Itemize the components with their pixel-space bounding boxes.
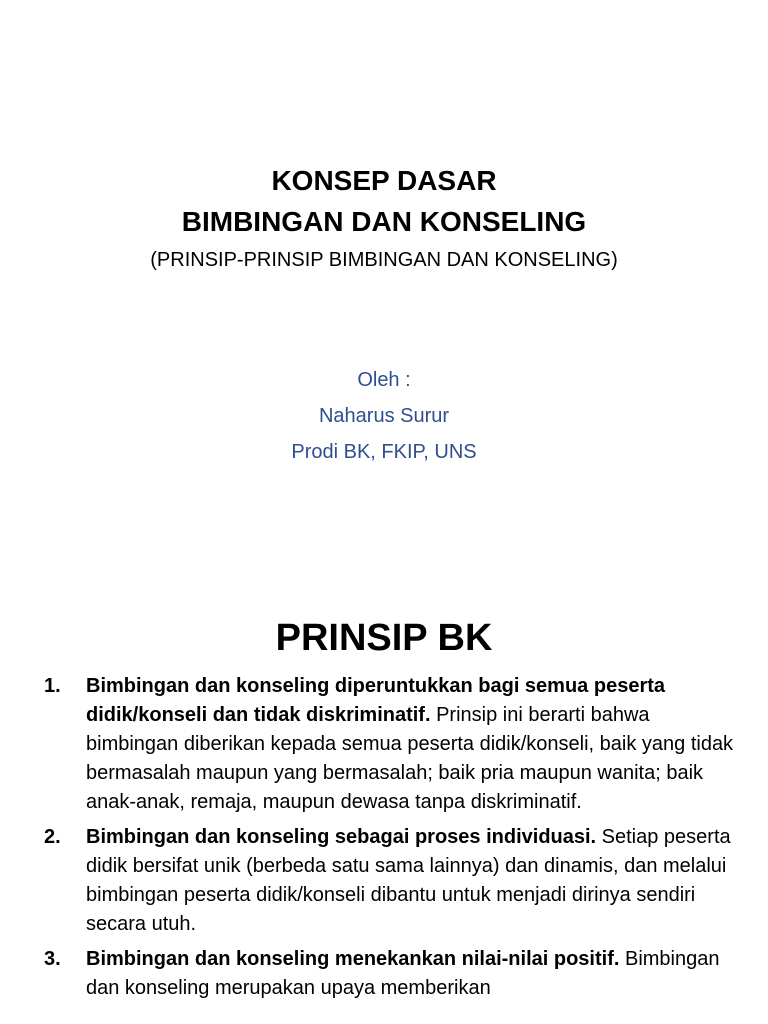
slide-title: PRINSIP BK <box>275 617 493 659</box>
principle-item-1 <box>44 672 734 817</box>
principle-number: 1. <box>44 675 61 697</box>
principle-number: 2. <box>44 826 61 848</box>
principle-description: Setiap peserta didik bersifat unik (berbeda satu sama lainnya) dan dinamis, dan melalui bimbingan peserta didik/konseli dibantu untuk menjadi dirinya sendiri secara utuh. <box>86 826 731 935</box>
principle-heading: Bimbingan dan konseling diperuntukkan bagi semua peserta didik/konseli dan tidak diskriminatif. <box>86 675 666 726</box>
principles-list <box>44 672 734 1009</box>
principle-text <box>86 672 734 817</box>
principle-number: 3. <box>44 948 61 970</box>
title-line-2: BIMBINGAN DAN KONSELING <box>181 206 587 237</box>
principle-description: Prinsip ini berarti bahwa bimbingan diberikan kepada semua peserta didik/konseli, baik yang tidak bermasalah maupun yang bermasalah; baik pria maupun wanita; baik anak-anak, remaja, maupun dewasa tanpa diskriminatif. <box>86 704 734 813</box>
principle-text <box>86 823 734 939</box>
principle-heading: Bimbingan dan konseling sebagai proses individuasi. <box>86 826 597 848</box>
oleh-label: Oleh : <box>357 369 411 391</box>
subtitle: (PRINSIP-PRINSIP BIMBINGAN DAN KONSELING) <box>150 249 618 271</box>
principle-description: Bimbingan dan konseling merupakan upaya memberikan <box>86 948 720 999</box>
principle-heading: Bimbingan dan konseling menekankan nilai-nilai positif. <box>86 948 620 970</box>
author-affiliation: Prodi BK, FKIP, UNS <box>291 441 477 463</box>
author-name: Naharus Surur <box>318 405 450 427</box>
principle-item-3 <box>44 945 734 1003</box>
principle-item-2 <box>44 823 734 939</box>
principle-text <box>86 945 734 1003</box>
title-line-1: KONSEP DASAR <box>271 165 497 196</box>
principles-slide <box>0 576 768 1024</box>
